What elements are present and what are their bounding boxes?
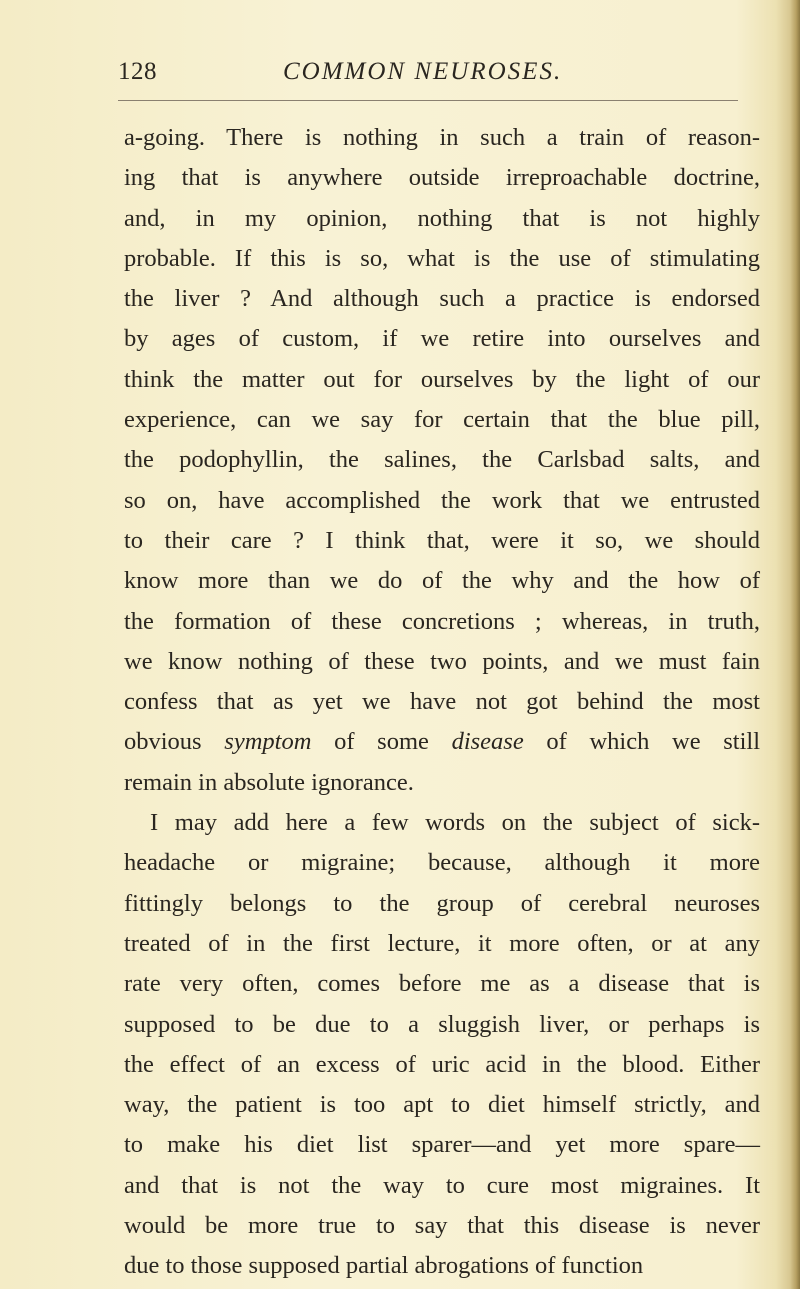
text-line: a-going. There is nothing in such a train of reason-	[124, 124, 760, 151]
text-line: we know nothing of these two points, and we must fain	[124, 647, 760, 675]
text-run: of which we still	[523, 728, 761, 756]
text-line: the effect of an excess of uric acid in the blood. Either	[124, 1050, 760, 1078]
text-line: the liver ? And although such a practice is endorsed	[124, 285, 760, 313]
text-line: ing that is anywhere outside irreproachable doctrine,	[124, 164, 760, 192]
text-line: to make his diet list sparer—and yet more spare—	[124, 1131, 760, 1159]
text-line: and that is not the way to cure most migraines. It	[124, 1171, 760, 1199]
text-run: obvious	[124, 728, 225, 756]
text-run: of some	[311, 728, 452, 756]
page-header	[0, 58, 800, 98]
body-text	[124, 118, 760, 1287]
running-title: COMMON NEUROSES.	[283, 58, 563, 85]
text-line: the formation of these concretions ; whereas, in truth,	[124, 607, 760, 635]
page-edge-shadow	[790, 0, 800, 1289]
text-line: headache or migraine; because, although it more	[124, 849, 760, 877]
text-line: probable. If this is so, what is the use of stimulating	[124, 244, 760, 272]
text-line: so on, have accomplished the work that we entrusted	[124, 486, 760, 514]
text-line: by ages of custom, if we retire into ourselves and	[124, 325, 760, 353]
header-rule	[118, 100, 738, 101]
text-line: think the matter out for ourselves by the light of our	[124, 365, 760, 393]
text-line-paragraph-start: I may add here a few words on the subject of sick-	[150, 809, 760, 837]
text-line-mixed	[124, 722, 760, 762]
italic-disease: disease	[451, 728, 524, 756]
text-line: rate very often, comes before me as a disease that is	[124, 970, 760, 998]
text-line: to their care ? I think that, were it so, we should	[124, 526, 760, 554]
text-line: experience, can we say for certain that the blue pill,	[124, 406, 760, 434]
text-line: the podophyllin, the salines, the Carlsbad salts, and	[124, 446, 760, 474]
text-line: confess that as yet we have not got behind the most	[124, 688, 760, 716]
italic-symptom: symptom	[224, 728, 312, 756]
page-number: 128	[118, 58, 157, 85]
text-line: treated of in the first lecture, it more often, or at any	[124, 929, 760, 957]
text-line: supposed to be due to a sluggish liver, or perhaps is	[124, 1010, 760, 1038]
text-line: fittingly belongs to the group of cerebral neuroses	[124, 889, 760, 917]
text-line: would be more true to say that this disease is never	[124, 1212, 760, 1240]
text-line-paragraph-end: remain in absolute ignorance.	[124, 768, 414, 796]
text-line: and, in my opinion, nothing that is not highly	[124, 204, 760, 232]
text-line: know more than we do of the why and the how of	[124, 567, 760, 595]
text-line: way, the patient is too apt to diet himself strictly, and	[124, 1091, 760, 1119]
text-line: due to those supposed partial abrogations of function	[124, 1252, 644, 1280]
